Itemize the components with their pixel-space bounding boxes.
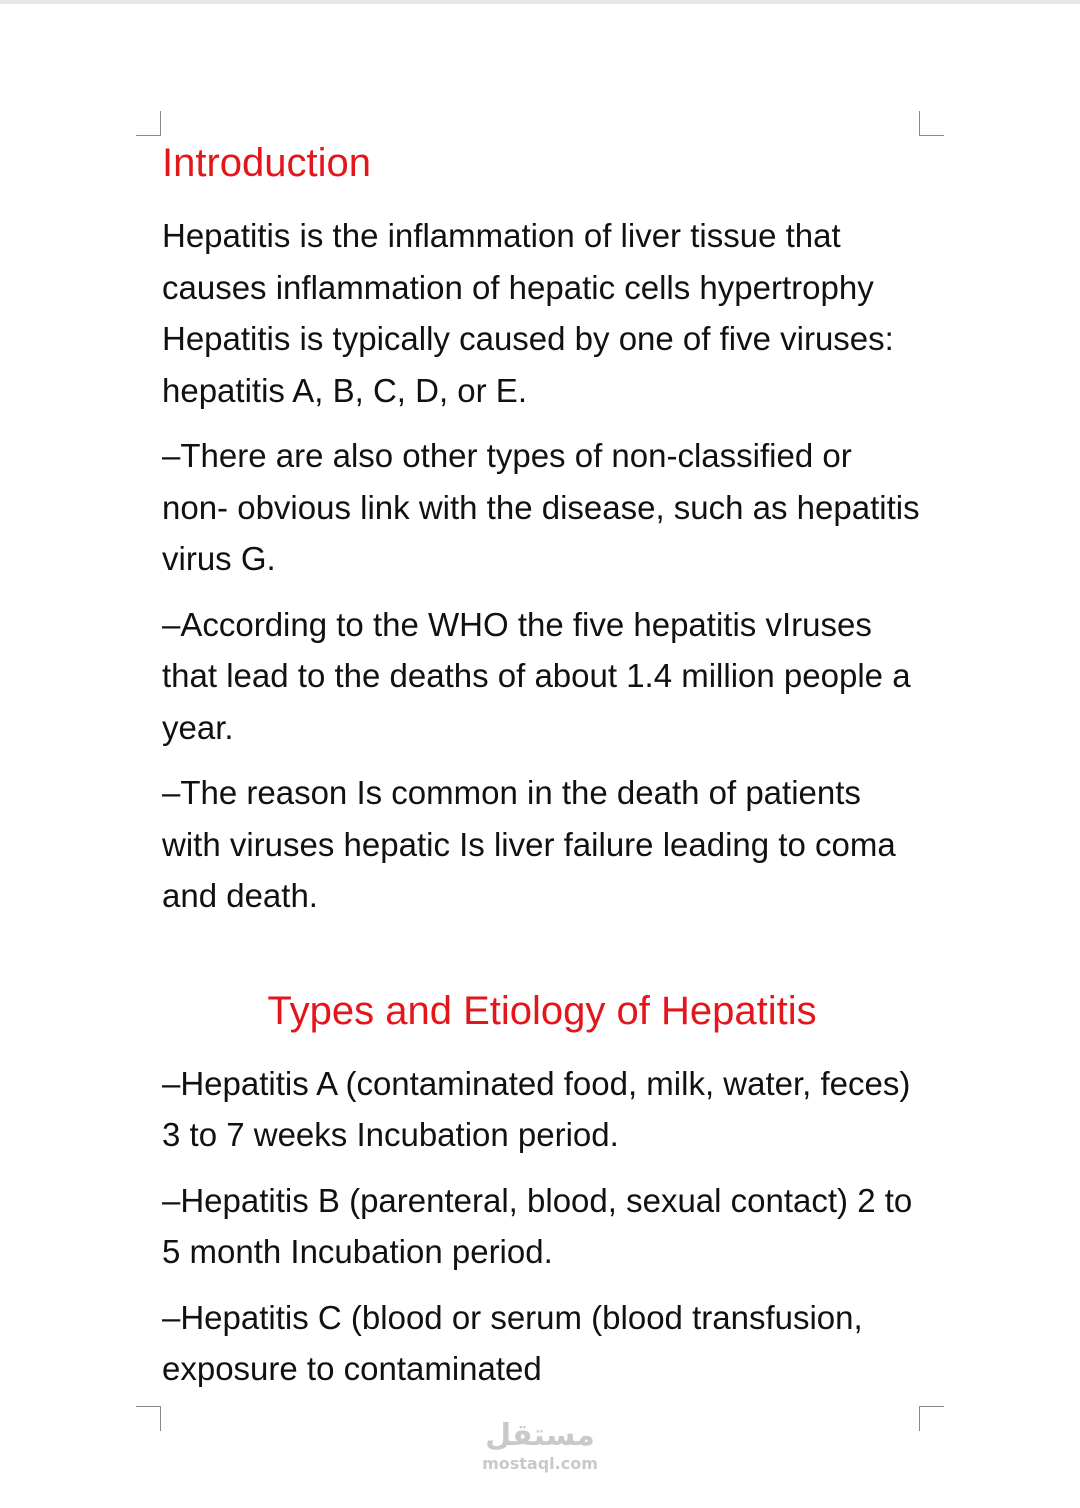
- types-paragraph: –Hepatitis A (contaminated food, milk, water, feces) 3 to 7 weeks Incubation period.: [162, 1064, 911, 1153]
- document-page-content: [162, 136, 922, 1409]
- watermark-arabic-logo: مستقل: [485, 1418, 595, 1453]
- intro-paragraph: –According to the WHO the five hepatitis vIruses that lead to the deaths of about 1.4 million people a year.: [162, 605, 911, 746]
- types-paragraph: –Hepatitis B (parenteral, blood, sexual contact) 2 to 5 month Incubation period.: [162, 1181, 913, 1270]
- intro-paragraph: –There are also other types of non-classified or non- obvious link with the disease, such as hepatitis virus G.: [162, 437, 920, 577]
- mostaql-watermark: [470, 1418, 610, 1474]
- crop-mark-top-left: [136, 111, 161, 136]
- crop-mark-top-right: [919, 111, 944, 136]
- crop-mark-bottom-left: [136, 1406, 161, 1431]
- types-etiology-heading: Types and Etiology of Hepatitis: [267, 988, 817, 1033]
- intro-paragraph: Hepatitis is the inflammation of liver tissue that causes inflammation of hepatic cells hypertrophy Hepatitis is typically caused by one of five viruses: hepatitis A, B, C, D, or E.: [162, 217, 894, 409]
- crop-mark-bottom-right: [919, 1406, 944, 1431]
- intro-paragraph: –The reason Is common in the death of patients with viruses hepatic Is liver failure leading to coma and death.: [162, 774, 896, 914]
- watermark-domain: mostaql.com: [482, 1454, 598, 1473]
- top-edge-divider: [0, 0, 1080, 4]
- introduction-heading: Introduction: [162, 141, 372, 185]
- types-paragraph: –Hepatitis C (blood or serum (blood transfusion, exposure to contaminated: [162, 1298, 863, 1387]
